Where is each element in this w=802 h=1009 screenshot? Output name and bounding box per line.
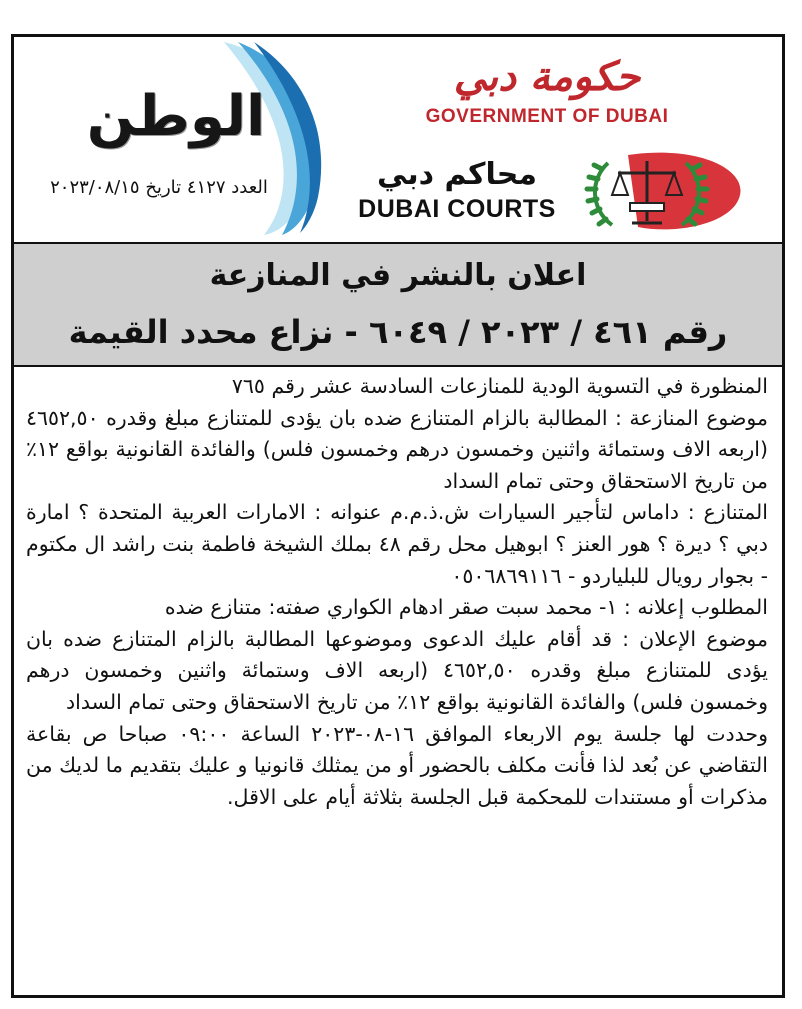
notice-paragraph-announcement-subject: موضوع الإعلان : قد أقام عليك الدعوى وموضوعها المطالبة بالزام المتنازع ضده بان يؤدى للمتنازع مبلغ وقدره ٤٦٥٢,٥٠ (اربعه الاف وستمائة واثنين وخمسون درهم وخمسون فلس) والفائدة القانونية بواقع ١٢٪ من تاريخ الاستحقاق وحتى تمام السداد — [26, 626, 768, 714]
government-of-dubai-logo — [412, 49, 682, 144]
notice-paragraph-claimant: المتنازع : داماس لتأجير السيارات ش.ذ.م.م عنوانه : الامارات العربية المتحدة ؟ امارة دبي ؟ ديرة ؟ هور العنز ؟ ابوهيل محل رقم ٤٨ بملك الشيخة فاطمة بنت راشد ال مكتوم - بجوار رويال للبلياردو - ٠٥٠٦٨٦٩١١٦ — [26, 500, 768, 588]
case-number-title: رقم ٤٦١ / ٢٠٢٣ / ٦٠٤٩ - نزاع محدد القيمة — [68, 313, 728, 351]
notice-paragraph-defendant: المطلوب إعلانه : ١- محمد سبت صقر ادهام الكواري صفته: متنازع ضده — [164, 595, 768, 620]
dubai-courts-logo — [352, 157, 562, 227]
notice-header — [14, 37, 782, 241]
issue-number-date: العدد ٤١٢٧ تاريخ ٢٠٢٣/٠٨/١٥ — [50, 177, 268, 198]
government-english-name: GOVERNMENT OF DUBAI — [425, 106, 669, 127]
notice-title: اعلان بالنشر في المنازعة — [209, 258, 587, 293]
government-arabic-name: حكومة دبي — [453, 53, 641, 100]
newspaper-name: الوطن — [86, 84, 266, 149]
notice-paragraph-session: المنظورة في التسوية الودية للمنازعات السادسة عشر رقم ٧٦٥ — [231, 374, 768, 398]
notice-body — [26, 371, 768, 813]
notice-paragraph-hearing: وحددت لها جلسة يوم الاربعاء الموافق ١٦-٠٨-٢٠٢٣ الساعة ٠٩:٠٠ صباحا ص بقاعة التقاضي عن بُعد لذا فأنت مكلف بالحضور أو من يمثلك قانونيا و عليك بتقديم ما لديك من مذكرات أو مستندات للمحكمة قبل الجلسة بثلاثة أيام على الاقل. — [26, 721, 768, 809]
courts-english-name: DUBAI COURTS — [358, 195, 556, 223]
notice-title-band — [14, 242, 782, 367]
courts-arabic-name: محاكم دبي — [377, 157, 537, 192]
notice-frame — [11, 34, 785, 998]
notice-paragraph-dispute-subject: موضوع المنازعة : المطالبة بالزام المتنازع ضده بان يؤدى للمتنازع مبلغ وقدره ٤٦٥٢,٥٠ (اربعه الاف وستمائة واثنين وخمسون درهم وخمسون فلس) والفائدة القانونية بواقع ١٢٪ من تاريخ الاستحقاق وحتى تمام السداد — [26, 405, 768, 493]
scales-of-justice-emblem-icon — [568, 149, 748, 235]
